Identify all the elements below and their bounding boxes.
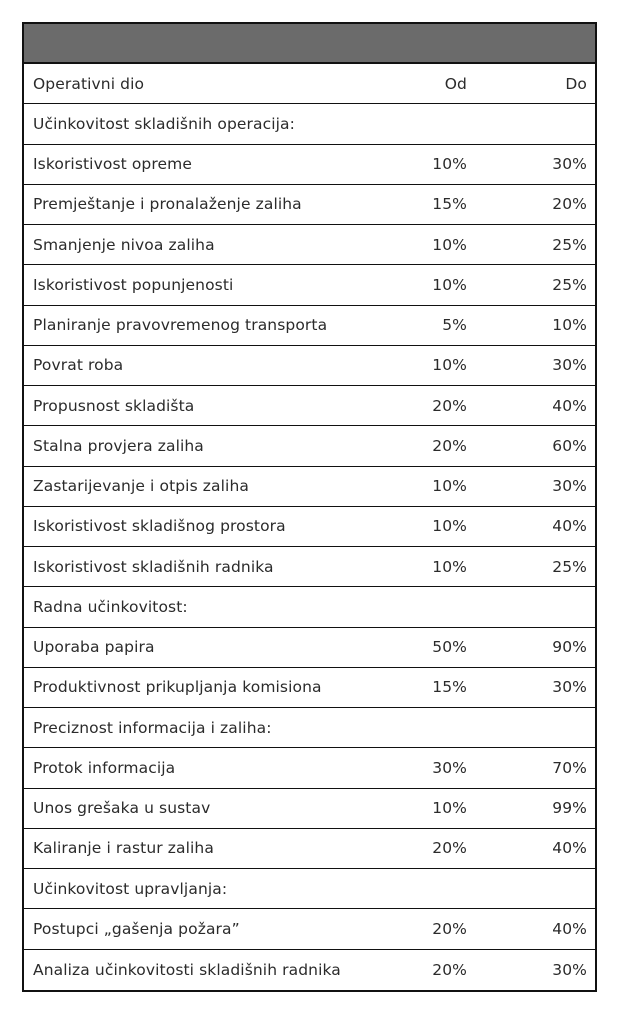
table-row xyxy=(24,386,595,426)
row-label: Uporaba papira xyxy=(33,638,155,657)
row-label: Stalna provjera zaliha xyxy=(33,436,204,455)
row-label: Iskoristivost opreme xyxy=(33,155,192,174)
od-value: 30% xyxy=(432,758,467,777)
row-label: Premještanje i pronalaženje zaliha xyxy=(33,195,302,214)
row-label: Propusnost skladišta xyxy=(33,396,195,415)
section-row xyxy=(24,104,595,144)
do-value: 20% xyxy=(552,195,587,214)
table-row xyxy=(24,265,595,305)
section-row xyxy=(24,708,595,748)
row-label: Iskoristivost popunjenosti xyxy=(33,275,234,294)
column-header-row xyxy=(24,64,595,104)
row-label: Planiranje pravovremenog transporta xyxy=(33,316,328,335)
od-value: 20% xyxy=(432,919,467,938)
od-value: 10% xyxy=(432,356,467,375)
table-row xyxy=(24,547,595,587)
section-row xyxy=(24,869,595,909)
row-label: Postupci „gašenja požara” xyxy=(33,919,240,938)
od-value: 20% xyxy=(432,839,467,858)
table-row xyxy=(24,950,595,990)
row-label: Analiza učinkovitosti skladišnih radnika xyxy=(33,960,341,979)
do-value: 30% xyxy=(552,477,587,496)
do-value: 30% xyxy=(552,155,587,174)
od-value: 20% xyxy=(432,960,467,979)
table-header-band xyxy=(24,24,595,64)
do-value: 90% xyxy=(552,638,587,657)
do-value: 25% xyxy=(552,557,587,576)
row-label: Smanjenje nivoa zaliha xyxy=(33,235,215,254)
od-value: 5% xyxy=(442,316,467,335)
od-value: 15% xyxy=(432,195,467,214)
table-row xyxy=(24,909,595,949)
do-value: 40% xyxy=(552,396,587,415)
table-row xyxy=(24,306,595,346)
row-label: Iskoristivost skladišnog prostora xyxy=(33,517,286,536)
row-label: Kaliranje i rastur zaliha xyxy=(33,839,214,858)
table-row xyxy=(24,507,595,547)
od-value: 10% xyxy=(432,275,467,294)
table-row xyxy=(24,668,595,708)
do-value: 70% xyxy=(552,758,587,777)
table-row xyxy=(24,346,595,386)
section-label: Učinkovitost skladišnih operacija: xyxy=(33,114,295,133)
do-value: 25% xyxy=(552,235,587,254)
od-value: 10% xyxy=(432,477,467,496)
od-value: 10% xyxy=(432,235,467,254)
do-value: 99% xyxy=(552,799,587,818)
od-value: 10% xyxy=(432,517,467,536)
row-label: Povrat roba xyxy=(33,356,124,375)
column-header-od: Od xyxy=(444,74,467,93)
section-label: Radna učinkovitost: xyxy=(33,597,188,616)
section-label: Preciznost informacija i zaliha: xyxy=(33,718,272,737)
od-value: 15% xyxy=(432,678,467,697)
row-label: Produktivnost prikupljanja komisiona xyxy=(33,678,322,697)
table-row xyxy=(24,467,595,507)
column-header-do: Do xyxy=(565,74,587,93)
do-value: 25% xyxy=(552,275,587,294)
table-body xyxy=(24,64,595,990)
do-value: 30% xyxy=(552,960,587,979)
table-row xyxy=(24,748,595,788)
table-row xyxy=(24,185,595,225)
od-value: 10% xyxy=(432,557,467,576)
section-row xyxy=(24,587,595,627)
do-value: 40% xyxy=(552,517,587,536)
table-row xyxy=(24,225,595,265)
column-header-operativni-dio: Operativni dio xyxy=(33,74,145,93)
do-value: 40% xyxy=(552,839,587,858)
od-value: 50% xyxy=(432,638,467,657)
od-value: 10% xyxy=(432,799,467,818)
table-row xyxy=(24,145,595,185)
do-value: 30% xyxy=(552,356,587,375)
od-value: 20% xyxy=(432,396,467,415)
row-label: Unos grešaka u sustav xyxy=(33,799,211,818)
do-value: 60% xyxy=(552,436,587,455)
table-row xyxy=(24,789,595,829)
od-value: 10% xyxy=(432,155,467,174)
table-row xyxy=(24,829,595,869)
do-value: 30% xyxy=(552,678,587,697)
table-row xyxy=(24,426,595,466)
table-row xyxy=(24,628,595,668)
row-label: Iskoristivost skladišnih radnika xyxy=(33,557,274,576)
row-label: Protok informacija xyxy=(33,758,176,777)
section-label: Učinkovitost upravljanja: xyxy=(33,879,228,898)
od-value: 20% xyxy=(432,436,467,455)
do-value: 10% xyxy=(552,316,587,335)
data-table xyxy=(22,22,597,992)
do-value: 40% xyxy=(552,919,587,938)
row-label: Zastarijevanje i otpis zaliha xyxy=(33,477,249,496)
